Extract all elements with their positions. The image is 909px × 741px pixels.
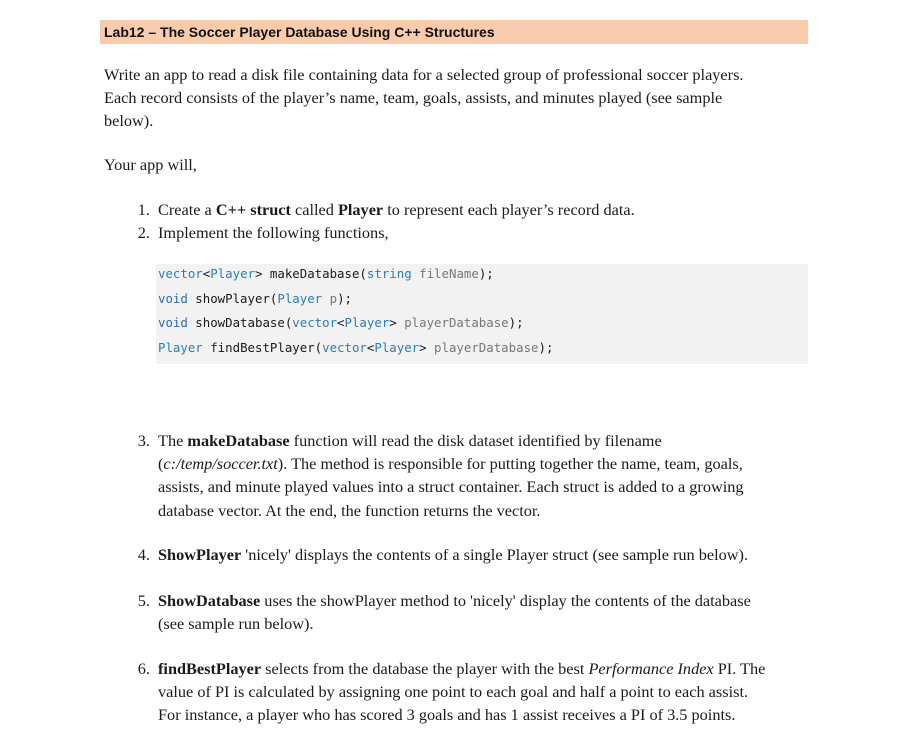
intro-paragraph [104, 63, 784, 133]
text-line [158, 452, 788, 475]
code-token: > makeDatabase( [255, 266, 367, 281]
bold-term: C++ struct [215, 200, 291, 219]
code-token: p [329, 291, 338, 306]
code-token: < [337, 315, 345, 330]
code-token: showDatabase( [187, 315, 293, 330]
text-run: function will read the disk dataset identified by filename [289, 431, 662, 450]
text-run: 'nicely' displays the contents of a single Player struct (see sample run below). [241, 545, 749, 564]
text-line [158, 589, 788, 612]
text-run: The [158, 431, 188, 450]
code-token: vector [322, 340, 367, 355]
lead-text: Your app will, [104, 155, 197, 174]
list-text [158, 657, 788, 727]
text-line [158, 429, 788, 452]
text-run: ( [158, 454, 164, 474]
code-token: showPlayer( [187, 291, 278, 306]
bold-term: ShowDatabase [158, 591, 261, 610]
list-number: 1. [137, 200, 150, 219]
bold-term: makeDatabase [187, 431, 290, 450]
code-token: < [202, 266, 211, 281]
text-line [158, 657, 788, 680]
code-token: string [366, 266, 412, 281]
code-token: playerDatabase [434, 340, 539, 355]
code-token: Player [344, 315, 390, 330]
code-token: fileName [419, 266, 479, 281]
lab-title: Lab12 – The Soccer Player Database Using C++ Structures [100, 20, 808, 44]
code-line [158, 265, 494, 283]
code-token: vector [158, 266, 203, 281]
code-token: Player [158, 340, 203, 355]
intro-line: below). [104, 111, 154, 131]
code-line [158, 314, 524, 332]
text-run: to represent each player’s record data. [383, 200, 635, 219]
list-text: Implement the following functions, [158, 223, 389, 242]
intro-line: Write an app to read a disk file containing data for a selected group of professional soccer players. [104, 65, 744, 84]
code-block [156, 264, 808, 364]
text-run: Create a [158, 200, 216, 219]
text-line: For instance, a player who has scored 3 goals and has 1 assist receives a PI of 3.5 points. [158, 705, 736, 725]
code-token: > [389, 315, 405, 330]
text-run: uses the showPlayer method to 'nicely' display the contents of the database [260, 591, 751, 610]
bold-term: findBestPlayer [158, 659, 262, 678]
code-token: ); [337, 291, 352, 306]
text-line: assists, and minute played values into a struct container. Each struct is added to a growing [158, 477, 744, 497]
bold-term: Player [337, 200, 384, 219]
intro-line: Each record consists of the player’s name, team, goals, assists, and minutes played (see sample [104, 88, 723, 108]
list-number: 2. [137, 223, 150, 242]
code-token: void [158, 291, 188, 306]
code-token [322, 291, 329, 306]
list-number: 5. [137, 591, 150, 610]
list-number: 3. [137, 431, 150, 450]
list-number: 4. [137, 545, 150, 564]
text-run: selects from the database the player with the best [261, 659, 589, 678]
code-token: Player [277, 291, 323, 306]
code-token: ); [508, 315, 524, 330]
text-line: (see sample run below). [158, 614, 314, 634]
text-run: called [290, 200, 338, 219]
list-text [158, 429, 788, 522]
bold-term: ShowPlayer [158, 545, 242, 564]
code-token: ); [538, 340, 554, 355]
code-token: ); [478, 266, 494, 281]
text-line: database vector. At the end, the function returns the vector. [158, 500, 541, 520]
code-line [158, 339, 553, 357]
code-token: vector [292, 315, 338, 330]
code-token: > [419, 340, 435, 355]
code-token: < [366, 340, 375, 355]
code-token: playerDatabase [404, 315, 509, 330]
italic-term: Performance Index [588, 659, 714, 678]
code-token: findBestPlayer( [202, 340, 323, 355]
list-text [158, 198, 788, 221]
text-line: value of PI is calculated by assigning one point to each goal and half a point to each assist. [158, 682, 749, 702]
text-run: ). The method is responsible for putting together the name, team, goals, [277, 454, 743, 474]
list-number: 6. [137, 659, 150, 678]
code-token: void [158, 315, 188, 330]
text-run: PI. The [713, 659, 766, 678]
list-text [158, 589, 788, 635]
list-text [158, 543, 788, 566]
code-token: Player [374, 340, 420, 355]
code-token: Player [210, 266, 255, 281]
code-line [158, 290, 352, 308]
italic-term: c:/temp/soccer.txt [163, 454, 278, 474]
